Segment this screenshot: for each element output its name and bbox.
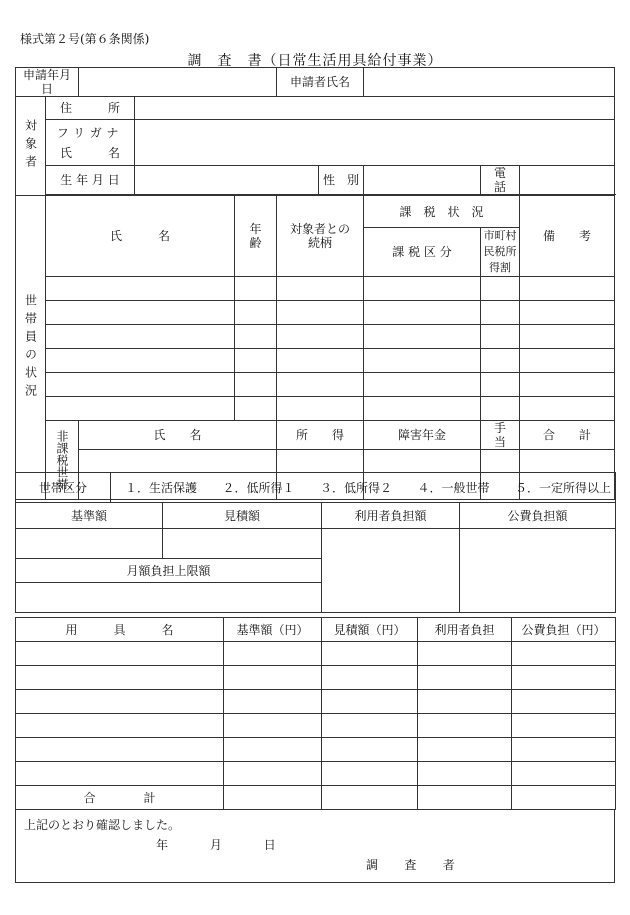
equipment-estimate-header: 見積額（円） [322, 618, 418, 642]
household-row-3-relation[interactable] [277, 325, 364, 349]
subject-name-label: 氏 名 [60, 145, 121, 160]
equipment-user-header: 利用者負担 [418, 618, 512, 642]
equipment-total-estimate[interactable] [322, 786, 418, 810]
birth-date-field[interactable] [135, 166, 319, 195]
standard-amount-field[interactable] [16, 529, 163, 559]
furigana-label: フリガナ [56, 125, 124, 140]
household-row-1-name[interactable] [46, 277, 235, 301]
day-label: 日 [263, 838, 276, 852]
category-option-1[interactable]: １．生活保護 [125, 480, 198, 495]
sex-field[interactable] [364, 166, 481, 195]
equipment-row-5-name[interactable] [16, 738, 224, 762]
household-row-1-remarks[interactable] [520, 277, 615, 301]
address-label: 住 所 [46, 97, 135, 120]
age-header: 年齢 [235, 196, 277, 277]
household-category-table [15, 472, 616, 503]
household-row-2-age[interactable] [235, 301, 277, 325]
user-burden-field[interactable] [322, 529, 460, 613]
year-label: 年 [156, 838, 169, 852]
household-row-4-relation[interactable] [277, 349, 364, 373]
household-row-5-relation[interactable] [277, 373, 364, 397]
household-row-5-remarks[interactable] [520, 373, 615, 397]
household-row-2-relation[interactable] [277, 301, 364, 325]
equipment-row-1-user[interactable] [418, 642, 512, 666]
municipal-tax-header: 市町村民税所得割 [481, 228, 520, 277]
household-row-4-name[interactable] [46, 349, 235, 373]
equipment-row-6-estimate[interactable] [322, 762, 418, 786]
household-name-header: 氏 名 [46, 196, 235, 277]
household-row-3-age[interactable] [235, 325, 277, 349]
monthly-cap-label: 月額負担上限額 [16, 559, 322, 583]
equipment-row-3-public[interactable] [512, 690, 616, 714]
equipment-row-1-name[interactable] [16, 642, 224, 666]
survey-main-table [15, 67, 615, 500]
equipment-row-4-standard[interactable] [224, 714, 322, 738]
household-row-5-tax-class[interactable] [364, 373, 481, 397]
household-row-5-name[interactable] [46, 373, 235, 397]
phone-field[interactable] [520, 166, 615, 195]
category-option-3[interactable]: ３．低所得２ [319, 480, 392, 495]
sex-label: 性 別 [319, 166, 364, 195]
estimate-amount-field[interactable] [163, 529, 322, 559]
household-row-6-age[interactable] [235, 397, 277, 421]
equipment-row-1-estimate[interactable] [322, 642, 418, 666]
confirmation-note: 上記のとおり確認しました。 [24, 818, 181, 832]
equipment-row-6-standard[interactable] [224, 762, 322, 786]
equipment-row-3-standard[interactable] [224, 690, 322, 714]
equipment-row-4-estimate[interactable] [322, 714, 418, 738]
category-option-5[interactable]: ５．一定所得以上 [514, 480, 611, 495]
category-option-4[interactable]: ４．一般世帯 [417, 480, 490, 495]
address-field[interactable] [135, 97, 615, 120]
tax-status-header: 課 税 状 況 [364, 196, 520, 228]
household-row-2-name[interactable] [46, 301, 235, 325]
household-group-label: 世帯員の状況 [16, 196, 46, 500]
household-row-5-age[interactable] [235, 373, 277, 397]
birth-date-label: 生 年 月 日 [46, 166, 135, 195]
category-option-2[interactable]: ２．低所得１ [222, 480, 295, 495]
equipment-standard-header: 基準額（円） [224, 618, 322, 642]
relation-header: 対象者との続柄 [277, 196, 364, 277]
household-row-5-municipal-tax[interactable] [481, 373, 520, 397]
furigana-name-label [46, 120, 135, 166]
household-row-1-relation[interactable] [277, 277, 364, 301]
standard-amount-label: 基準額 [16, 503, 163, 529]
household-row-4-tax-class[interactable] [364, 349, 481, 373]
equipment-row-5-user[interactable] [418, 738, 512, 762]
household-row-6-name[interactable] [46, 397, 235, 421]
equipment-row-2-user[interactable] [418, 666, 512, 690]
phone-label: 電 話 [481, 166, 520, 195]
household-row-6-relation[interactable] [277, 397, 364, 421]
equipment-row-2-public[interactable] [512, 666, 616, 690]
equipment-row-5-public[interactable] [512, 738, 616, 762]
user-burden-label: 利用者負担額 [322, 503, 460, 529]
nontax-allowance-header: 手 当 [481, 421, 520, 450]
household-row-4-municipal-tax[interactable] [481, 349, 520, 373]
household-row-1-age[interactable] [235, 277, 277, 301]
household-row-2-municipal-tax[interactable] [481, 301, 520, 325]
remarks-header: 備 考 [520, 196, 615, 277]
nontax-name-header: 氏 名 [79, 421, 277, 450]
household-row-2-tax-class[interactable] [364, 301, 481, 325]
household-category-options [111, 473, 616, 503]
application-date-field[interactable] [79, 68, 277, 97]
estimate-amount-label: 見積額 [163, 503, 322, 529]
confirmation-date[interactable] [156, 836, 314, 853]
amounts-table [15, 502, 616, 613]
nontax-pension-header: 障害年金 [364, 421, 481, 450]
equipment-row-5-standard[interactable] [224, 738, 322, 762]
equipment-row-1-public[interactable] [512, 642, 616, 666]
nontax-income-header: 所 得 [277, 421, 364, 450]
equipment-row-1-standard[interactable] [224, 642, 322, 666]
form-number: 様式第２号(第６条関係) [20, 32, 150, 46]
nontax-total-header: 合 計 [520, 421, 615, 450]
subject-group-label: 対象者 [16, 97, 46, 196]
equipment-row-2-estimate[interactable] [322, 666, 418, 690]
equipment-row-2-name[interactable] [16, 666, 224, 690]
public-burden-field[interactable] [460, 529, 616, 613]
equipment-row-2-standard[interactable] [224, 666, 322, 690]
equipment-row-6-public[interactable] [512, 762, 616, 786]
household-row-3-tax-class[interactable] [364, 325, 481, 349]
equipment-table [15, 617, 616, 810]
equipment-total-label: 合 計 [16, 786, 224, 810]
household-row-3-municipal-tax[interactable] [481, 325, 520, 349]
equipment-row-3-user[interactable] [418, 690, 512, 714]
applicant-name-label: 申請者氏名 [277, 68, 364, 97]
month-label: 月 [209, 838, 222, 852]
equipment-row-6-name[interactable] [16, 762, 224, 786]
equipment-name-header: 用 具 名 [16, 618, 224, 642]
household-row-2-remarks[interactable] [520, 301, 615, 325]
equipment-total-standard[interactable] [224, 786, 322, 810]
applicant-name-field[interactable] [364, 68, 615, 97]
household-row-6-remarks[interactable] [520, 397, 615, 421]
application-date-label: 申請年月日 [16, 68, 79, 97]
equipment-row-5-estimate[interactable] [322, 738, 418, 762]
household-row-6-tax-class[interactable] [364, 397, 481, 421]
household-row-6-municipal-tax[interactable] [481, 397, 520, 421]
equipment-row-3-name[interactable] [16, 690, 224, 714]
surveyor-label: 調 査 者 [366, 858, 463, 872]
tax-class-header: 課 税 区 分 [364, 228, 481, 277]
household-row-3-remarks[interactable] [520, 325, 615, 349]
household-row-4-remarks[interactable] [520, 349, 615, 373]
household-row-1-tax-class[interactable] [364, 277, 481, 301]
page-title: 調 査 書（日常生活用具給付事業） [187, 53, 443, 69]
equipment-row-4-user[interactable] [418, 714, 512, 738]
equipment-row-3-estimate[interactable] [322, 690, 418, 714]
equipment-row-4-name[interactable] [16, 714, 224, 738]
household-category-label: 世帯区分 [16, 473, 111, 503]
confirmation-box [15, 809, 615, 883]
household-row-3-name[interactable] [46, 325, 235, 349]
household-row-1-municipal-tax[interactable] [481, 277, 520, 301]
household-row-4-age[interactable] [235, 349, 277, 373]
equipment-total-user[interactable] [418, 786, 512, 810]
subject-name-field[interactable] [135, 120, 615, 166]
equipment-public-header: 公費負担（円） [512, 618, 616, 642]
equipment-row-4-public[interactable] [512, 714, 616, 738]
equipment-total-public[interactable] [512, 786, 616, 810]
nontax-household-label: 非課税世帯 [46, 421, 79, 500]
monthly-cap-field[interactable] [16, 583, 322, 613]
public-burden-label: 公費負担額 [460, 503, 616, 529]
equipment-row-6-user[interactable] [418, 762, 512, 786]
